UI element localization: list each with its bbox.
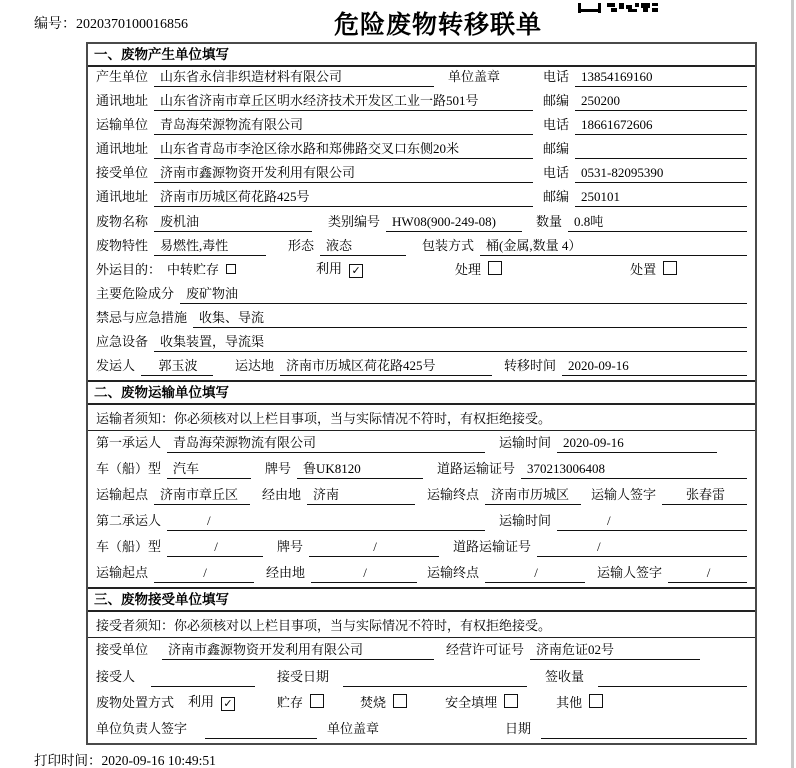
row-producer-address [88,91,755,115]
row-receiver-address [88,187,755,211]
transport-time2-field: / [557,513,747,531]
receiver-tel-field: 0531-82095390 [575,165,747,183]
transporter-zip-field [575,157,747,159]
date-field [541,737,747,739]
row-purpose [88,260,755,284]
purpose-option-use [316,258,363,280]
taboo-label: 禁忌与应急措施 [96,309,188,325]
transporter-field: 青岛海荣源物流有限公司 [154,114,533,135]
purpose-option-label: 中转贮存 [167,261,220,277]
section-receiver [88,587,755,743]
packing-label: 包装方式 [422,237,475,253]
checkbox-disposal-other [589,694,603,708]
transfer-time-label: 转移时间 [504,358,557,374]
vehicle1-field: 汽车 [167,458,251,479]
received-qty-label: 签收量 [545,668,585,684]
sign1-field: 张春雷 [662,484,747,505]
row-hazard [88,284,755,308]
doc-number-label: 编号： [34,17,76,32]
carrier1-field: 青岛海荣源物流有限公司 [167,432,485,453]
manifest-form [86,42,757,745]
row-route2 [88,561,755,587]
origin1-field: 济南市章丘区 [154,484,250,505]
waste-name-field: 废机油 [154,211,312,232]
row-waste-name [88,211,755,235]
doc-number [34,13,188,33]
row-vehicle2 [88,535,755,561]
section2-title: 二、废物运输单位填写 [88,382,755,405]
page-title: 危险废物转移联单 [334,12,543,39]
plate2-field: / [309,539,439,557]
receiver-address-label: 通讯地址 [96,189,149,205]
transporter-zip-label: 邮编 [542,141,569,157]
transport-time1-label: 运输时间 [499,435,552,450]
disposal-option-label: 焚烧 [360,694,387,710]
via1-label: 经由地 [262,487,302,502]
producer-tel-label: 电话 [542,69,569,85]
print-time-value: 2020-09-16 10:49:51 [101,753,216,768]
purpose-option-storage [167,259,236,280]
disposal-label: 废物处置方式 [96,694,175,710]
purpose-label: 外运目的： [96,261,162,277]
shipper-label: 发运人 [96,358,136,374]
character-field: 易燃性,毒性 [154,235,266,256]
form-field: 液态 [320,235,406,256]
disposal-option-use [188,691,235,713]
origin2-field: / [154,565,254,583]
receiver-tel-label: 电话 [542,165,569,181]
acceptor-field [151,685,255,687]
disposal-option-burn [360,692,407,713]
via2-field: / [311,565,417,583]
receiver-seal-label: 单位盖章 [327,721,380,736]
destination-label: 运达地 [235,358,275,374]
road-license2-label: 道路运输证号 [453,539,532,554]
acceptor-label: 接受人 [96,668,136,684]
purpose-option-treat [455,259,502,280]
purpose-option-label: 处理 [455,261,482,277]
shipper-field: 郭玉波 [141,355,213,376]
road-license2-field: / [537,539,747,557]
transporter-label: 运输单位 [96,117,149,133]
plate1-field: 鲁UK8120 [297,458,423,479]
section3-title: 三、废物接受单位填写 [88,589,755,612]
permit-label: 经营许可证号 [446,642,525,658]
checkbox-mark: ✓ [351,264,361,277]
waste-name-label: 废物名称 [96,213,149,229]
vehicle2-label: 车（船）型 [96,539,162,554]
row-receive-unit [88,638,755,664]
carrier1-label: 第一承运人 [96,435,162,450]
producer-label: 产生单位 [96,69,149,85]
transport-time2-label: 运输时间 [499,513,552,528]
purpose-option-label: 利用 [316,260,343,276]
receive-unit-field: 济南市鑫源物资开发利用有限公司 [162,639,434,660]
date-label: 日期 [505,721,532,736]
disposal-option-landfill [445,692,518,713]
row-transporter [88,115,755,139]
row-head-sign [88,717,755,743]
transporter-tel-label: 电话 [542,117,569,133]
section1-title: 一、废物产生单位填写 [88,44,755,67]
receiver-zip-label: 邮编 [542,189,569,205]
checkbox-use [349,264,363,278]
row-equipment [88,332,755,356]
sign2-field: / [668,565,747,583]
receiver-field: 济南市鑫源物资开发利用有限公司 [154,162,533,183]
head-sign-label: 单位负责人签字 [96,721,188,736]
end2-field: / [485,565,585,583]
sign2-label: 运输人签字 [597,565,663,580]
character-label: 废物特性 [96,237,149,253]
carrier2-field: / [167,513,485,531]
disposal-option-other [556,692,603,713]
checkbox-disposal-store [310,694,324,708]
row-shipper [88,356,755,380]
receive-unit-label: 接受单位 [96,642,149,658]
producer-tel-field: 13854169160 [575,69,747,87]
received-qty-field [598,685,747,687]
scrollbar-track[interactable] [791,0,794,768]
disposal-option-label: 安全填埋 [445,694,498,710]
producer-address-field: 山东省济南市章丘区明水经济技术开发区工业一路501号 [154,90,533,111]
origin2-label: 运输起点 [96,565,149,580]
row-vehicle1 [88,457,755,483]
disposal-option-label: 其他 [556,694,583,710]
quantity-field: 0.8吨 [568,211,747,232]
equipment-label: 应急设备 [96,333,149,349]
section-producer [88,44,755,380]
purpose-option-label: 处置 [630,261,657,277]
qr-code-fragment-icon [578,0,658,18]
taboo-field: 收集、导流 [193,307,747,328]
category-field: HW08(900-249-08) [386,214,522,232]
transfer-time-field: 2020-09-16 [562,358,747,376]
print-time [34,749,216,768]
end1-field: 济南市历城区 [485,484,581,505]
equipment-field: 收集装置，导流渠 [154,331,747,352]
checkbox-disposal-use [221,697,235,711]
print-time-label: 打印时间： [34,753,102,768]
checkbox-mark: ✓ [223,697,233,710]
quantity-label: 数量 [536,213,563,229]
row-disposal [88,691,755,717]
transporter-address-field: 山东省青岛市李沧区徐水路和郑佛路交叉口东侧20米 [154,138,533,159]
producer-field: 山东省永信非织造材料有限公司 [154,66,434,87]
receiver-label: 接受单位 [96,165,149,181]
unit-seal-label: 单位盖章 [448,69,501,85]
transporter-address-label: 通讯地址 [96,141,149,157]
row-producer [88,67,755,91]
form-label: 形态 [288,237,315,253]
producer-address-label: 通讯地址 [96,93,149,109]
transporter-tel-field: 18661672606 [575,117,747,135]
sign1-label: 运输人签字 [591,487,657,502]
row-carrier1 [88,431,755,457]
category-label: 类别编号 [328,213,381,229]
checkbox-disposal-burn [393,694,407,708]
row-acceptor [88,664,755,690]
row-transporter-address [88,139,755,163]
accept-date-field [343,685,527,687]
producer-zip-field: 250200 [575,93,747,111]
disposal-option-store [277,692,324,713]
row-taboo [88,308,755,332]
plate1-label: 牌号 [265,461,292,476]
hazard-field: 废矿物油 [180,283,747,304]
via2-label: 经由地 [266,565,306,580]
checkbox-storage [226,264,236,274]
row-carrier2 [88,509,755,535]
row-waste-character [88,236,755,260]
destination-field: 济南市历城区荷花路425号 [280,355,492,376]
receiver-address-field: 济南市历城区荷花路425号 [154,186,533,207]
carrier2-label: 第二承运人 [96,513,162,528]
plate2-label: 牌号 [277,539,304,554]
purpose-option-dispose [630,259,677,280]
receiver-notice: 接受者须知：你必须核对以上栏目事项，当与实际情况不符时，有权拒绝接受。 [88,612,755,638]
road-license1-field: 370213006408 [521,461,747,479]
row-route1 [88,483,755,509]
end2-label: 运输终点 [427,565,480,580]
checkbox-treat [488,261,502,275]
head-sign-field [205,737,317,739]
receiver-zip-field: 250101 [575,189,747,207]
checkbox-dispose [663,261,677,275]
end1-label: 运输终点 [427,487,480,502]
road-license1-label: 道路运输证号 [437,461,516,476]
doc-number-value: 2020370100016856 [76,17,188,32]
accept-date-label: 接受日期 [277,668,330,684]
vehicle2-field: / [167,539,263,557]
disposal-option-label: 贮存 [277,694,304,710]
transport-time1-field: 2020-09-16 [557,435,717,453]
checkbox-disposal-landfill [504,694,518,708]
vehicle1-label: 车（船）型 [96,461,162,476]
origin1-label: 运输起点 [96,487,149,502]
packing-field: 桶(金属,数量 4） [480,235,747,256]
section-transporter [88,380,755,587]
permit-field: 济南危证02号 [530,639,700,660]
hazard-label: 主要危险成分 [96,285,175,301]
transporter-notice: 运输者须知：你必须核对以上栏目事项，当与实际情况不符时，有权拒绝接受。 [88,405,755,431]
row-receiver [88,163,755,187]
producer-zip-label: 邮编 [542,93,569,109]
disposal-option-label: 利用 [188,693,215,709]
via1-field: 济南 [307,484,415,505]
